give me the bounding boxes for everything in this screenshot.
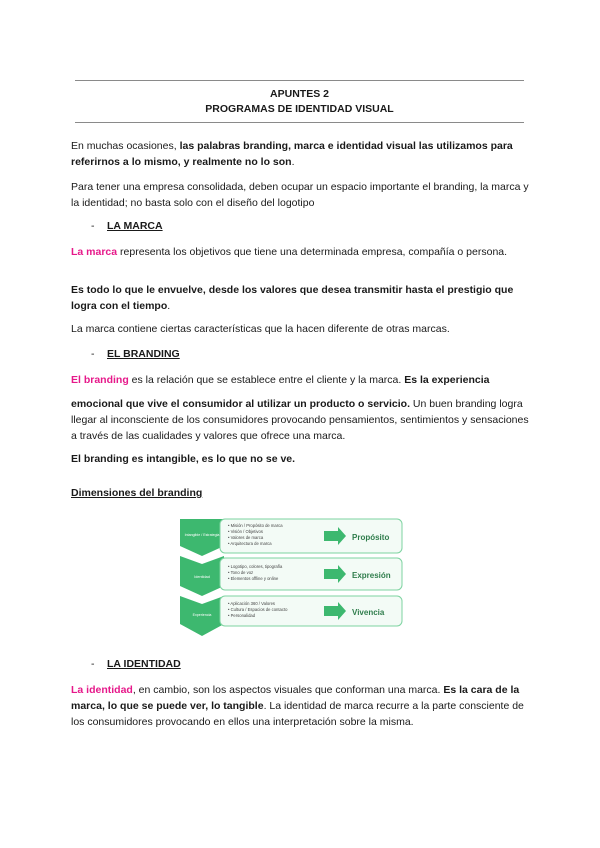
header-bottom-rule bbox=[75, 122, 524, 123]
row3-bullet-2: • Cultura / Espacios de contacto bbox=[228, 607, 288, 612]
identidad-bold-text: Es la cara de la marca, lo que se puede ver, lo tangible bbox=[71, 684, 520, 712]
section-heading-branding bbox=[91, 346, 180, 362]
branding-paragraph-1 bbox=[71, 372, 531, 388]
marca-text: representa los objetivos que tiene una determinada empresa, compañía o persona. bbox=[117, 246, 508, 258]
row1-bullet-4: • Arquitectura de marca bbox=[228, 541, 272, 546]
row2-result: Expresión bbox=[352, 571, 391, 580]
page-title-line1: APUNTES 2 bbox=[270, 88, 329, 100]
chevron-label-1: Intangible / Estrategia bbox=[184, 533, 220, 537]
heading-label: LA IDENTIDAD bbox=[107, 658, 181, 670]
branding-paragraph-3: El branding es intangible, es lo que no se ve. bbox=[71, 453, 296, 465]
branding-paragraph-2 bbox=[71, 396, 531, 444]
row3-bullet-1: • Aplicación 360 / Valores bbox=[228, 601, 276, 606]
row1-bullet-3: • Valores de marca bbox=[228, 535, 264, 540]
branding-text: Un buen branding logra llegar al inconsciente de los consumidores provocando pensamientos, sentimientos y sensaciones a través de las cualidades y valores que ofrece una marca. bbox=[71, 398, 529, 442]
chevron-row-1 bbox=[180, 519, 224, 556]
row2-bullet-1: • Logotipo, colores, tipografía bbox=[228, 564, 283, 569]
branding-text: es la relación que se establece entre el cliente y la marca. bbox=[128, 374, 405, 386]
branding-bold-text: emocional que vive el consumidor al utilizar un producto o servicio. bbox=[71, 398, 410, 410]
term-highlight: La identidad bbox=[71, 684, 133, 696]
marca-paragraph-1 bbox=[71, 244, 531, 260]
chevron-label-3: Experiencia bbox=[192, 613, 212, 617]
bullet-dash: - bbox=[91, 658, 95, 670]
dimension-row-1 bbox=[220, 519, 402, 553]
row2-bullet-3: • Elementos offline y online bbox=[228, 576, 279, 581]
marca-paragraph-2 bbox=[71, 282, 531, 314]
intro-bold-text: las palabras branding, marca e identidad visual las utilizamos para referirnos a lo mismo, y realmente no lo son bbox=[71, 140, 513, 168]
header-top-rule bbox=[75, 80, 524, 81]
marca-bold-text: Es todo lo que le envuelve, desde los valores que desea transmitir hasta el prestigio que logra con el tiempo bbox=[71, 284, 514, 312]
section-heading-identidad bbox=[91, 656, 181, 672]
branding-dimensions-diagram bbox=[178, 516, 410, 640]
dimensions-heading: Dimensiones del branding bbox=[71, 487, 203, 499]
dimension-row-3 bbox=[220, 596, 402, 626]
dimension-row-2 bbox=[220, 558, 402, 590]
row3-bullet-3: • Personalidad bbox=[228, 613, 256, 618]
identidad-text-end: . La identidad de marca recurre a la parte consciente de los consumidores provocando en ellos una interpretación sobre la misma. bbox=[71, 700, 524, 728]
row1-bullet-2: • Visión / Objetivos bbox=[228, 529, 263, 534]
row2-bullet-2: • Tono de voz bbox=[228, 570, 254, 575]
heading-label: LA MARCA bbox=[107, 220, 163, 232]
identidad-text: , en cambio, son los aspectos visuales que conforman una marca. bbox=[132, 684, 444, 696]
marca-paragraph-3: La marca contiene ciertas características que la hacen diferente de otras marcas. bbox=[71, 323, 450, 335]
intro-paragraph-2: Para tener una empresa consolidada, deben ocupar un espacio importante el branding, la marca y la identidad; no basta solo con el diseño del logotipo bbox=[71, 181, 529, 209]
chevron-row-3 bbox=[180, 596, 224, 636]
section-heading-marca bbox=[91, 218, 163, 234]
intro-period: . bbox=[291, 156, 295, 168]
page-title-line2: PROGRAMAS DE IDENTIDAD VISUAL bbox=[205, 103, 394, 115]
row1-result: Propósito bbox=[352, 533, 390, 542]
bullet-dash: - bbox=[91, 348, 95, 360]
chevron-row-2 bbox=[180, 556, 224, 596]
marca-period: . bbox=[167, 300, 171, 312]
intro-paragraph-1 bbox=[71, 138, 531, 170]
identidad-paragraph-1 bbox=[71, 682, 531, 730]
chevron-label-2: Identidad bbox=[194, 575, 210, 579]
row1-bullet-1: • Misión / Propósito de marca bbox=[228, 523, 283, 528]
bullet-dash: - bbox=[91, 220, 95, 232]
intro-text: En muchas ocasiones, bbox=[71, 140, 180, 152]
term-highlight: El branding bbox=[71, 374, 129, 386]
row3-result: Vivencia bbox=[352, 608, 385, 617]
term-highlight: La marca bbox=[71, 246, 118, 258]
branding-bold-text: Es la experiencia bbox=[404, 374, 490, 386]
heading-label: EL BRANDING bbox=[107, 348, 180, 360]
